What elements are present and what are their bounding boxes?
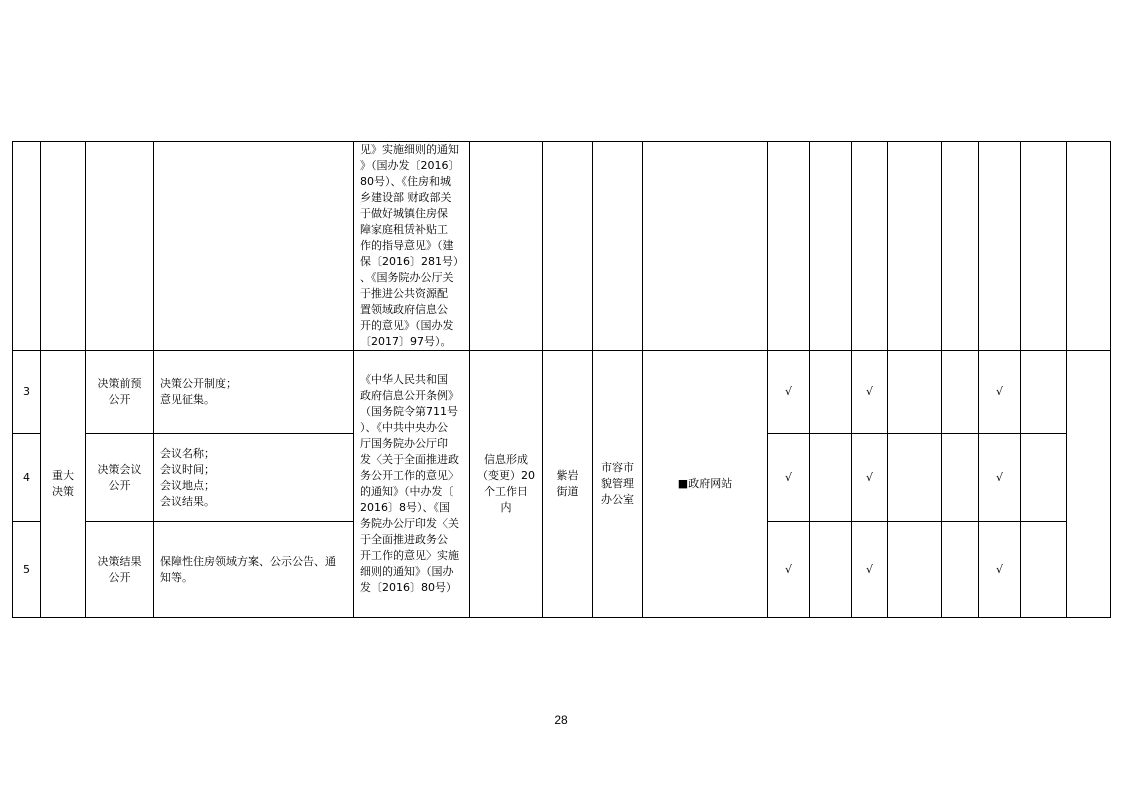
cell-mark-4 — [888, 142, 942, 351]
cell-mark-1: √ — [768, 434, 810, 522]
cell-mark-4 — [888, 351, 942, 434]
cell-no: 3 — [13, 351, 41, 434]
cell-mark-2 — [810, 351, 852, 434]
cell-mark-3: √ — [852, 522, 888, 618]
cell-mark-7 — [1021, 434, 1067, 522]
cell-basis: 《中华人民共和国 政府信息公开条例》 （国务院令第711号 ）、《中共中央办公 厅国务院办公厅印 发〈关于全面推进政 务公开工作的意见〉 的通知》（中办发〔 2016〕8号）、《国 务院办公厅印发〈关 于全面推进政务公 开工作的意见〉实施 细则的通知》（国办 发〔2016〕80号） — [354, 351, 470, 618]
cell-mark-6: √ — [979, 522, 1021, 618]
cell-mark-2 — [810, 142, 852, 351]
cell-mark-1 — [768, 142, 810, 351]
cell-mark-5 — [942, 351, 979, 434]
cell-mark-1: √ — [768, 522, 810, 618]
cell-content: 会议名称； 会议时间； 会议地点； 会议结果。 — [154, 434, 354, 522]
cell-time-limit — [470, 142, 543, 351]
cell-content: 保障性住房领域方案、公示公告、通 知等。 — [154, 522, 354, 618]
cell-mark-5 — [942, 522, 979, 618]
cell-channel: ■政府网站 — [643, 351, 768, 618]
cell-mark-2 — [810, 522, 852, 618]
cell-mark-7 — [1021, 142, 1067, 351]
cell-responsible: 市容市 貌管理 办公室 — [593, 351, 643, 618]
cell-mark-7 — [1021, 351, 1067, 434]
cell-item: 决策前预 公开 — [86, 351, 154, 434]
cell-basis: 见》实施细则的通知 》（国办发〔2016〕 80号）、《住房和城 乡建设部 财政部关 于做好城镇住房保 障家庭租赁补贴工 作的指导意见》（建 保〔2016〕281号） 、《国务院办公厅关 于推进公共资源配 置领域政府信息公 开的意见》（国办发 〔2017〕97号）。 — [354, 142, 470, 351]
cell-item — [86, 142, 154, 351]
cell-subject: 紫岩 街道 — [543, 351, 593, 618]
table-row-continued — [13, 142, 1111, 351]
cell-mark-2 — [810, 434, 852, 522]
cell-subject — [543, 142, 593, 351]
cell-no: 4 — [13, 434, 41, 522]
cell-mark-5 — [942, 434, 979, 522]
cell-content: 决策公开制度； 意见征集。 — [154, 351, 354, 434]
cell-mark-1: √ — [768, 351, 810, 434]
cell-item: 决策结果 公开 — [86, 522, 154, 618]
cell-mark-3: √ — [852, 434, 888, 522]
cell-mark-6: √ — [979, 351, 1021, 434]
cell-item: 决策会议 公开 — [86, 434, 154, 522]
cell-mark-3: √ — [852, 351, 888, 434]
cell-no: 5 — [13, 522, 41, 618]
cell-mark-4 — [888, 522, 942, 618]
disclosure-table — [12, 141, 1111, 618]
cell-time-limit: 信息形成 （变更）20 个工作日 内 — [470, 351, 543, 618]
table-row — [13, 351, 1111, 434]
cell-mark-3 — [852, 142, 888, 351]
cell-no — [13, 142, 41, 351]
cell-mark-5 — [942, 142, 979, 351]
cell-category — [41, 142, 86, 351]
cell-channel — [643, 142, 768, 351]
cell-mark-6: √ — [979, 434, 1021, 522]
cell-category: 重大 决策 — [41, 351, 86, 618]
cell-mark-7 — [1021, 522, 1067, 618]
page-number: 28 — [554, 713, 568, 727]
cell-mark-4 — [888, 434, 942, 522]
cell-mark-8 — [1067, 351, 1111, 618]
cell-mark-6 — [979, 142, 1021, 351]
cell-responsible — [593, 142, 643, 351]
cell-content — [154, 142, 354, 351]
cell-mark-8 — [1067, 142, 1111, 351]
